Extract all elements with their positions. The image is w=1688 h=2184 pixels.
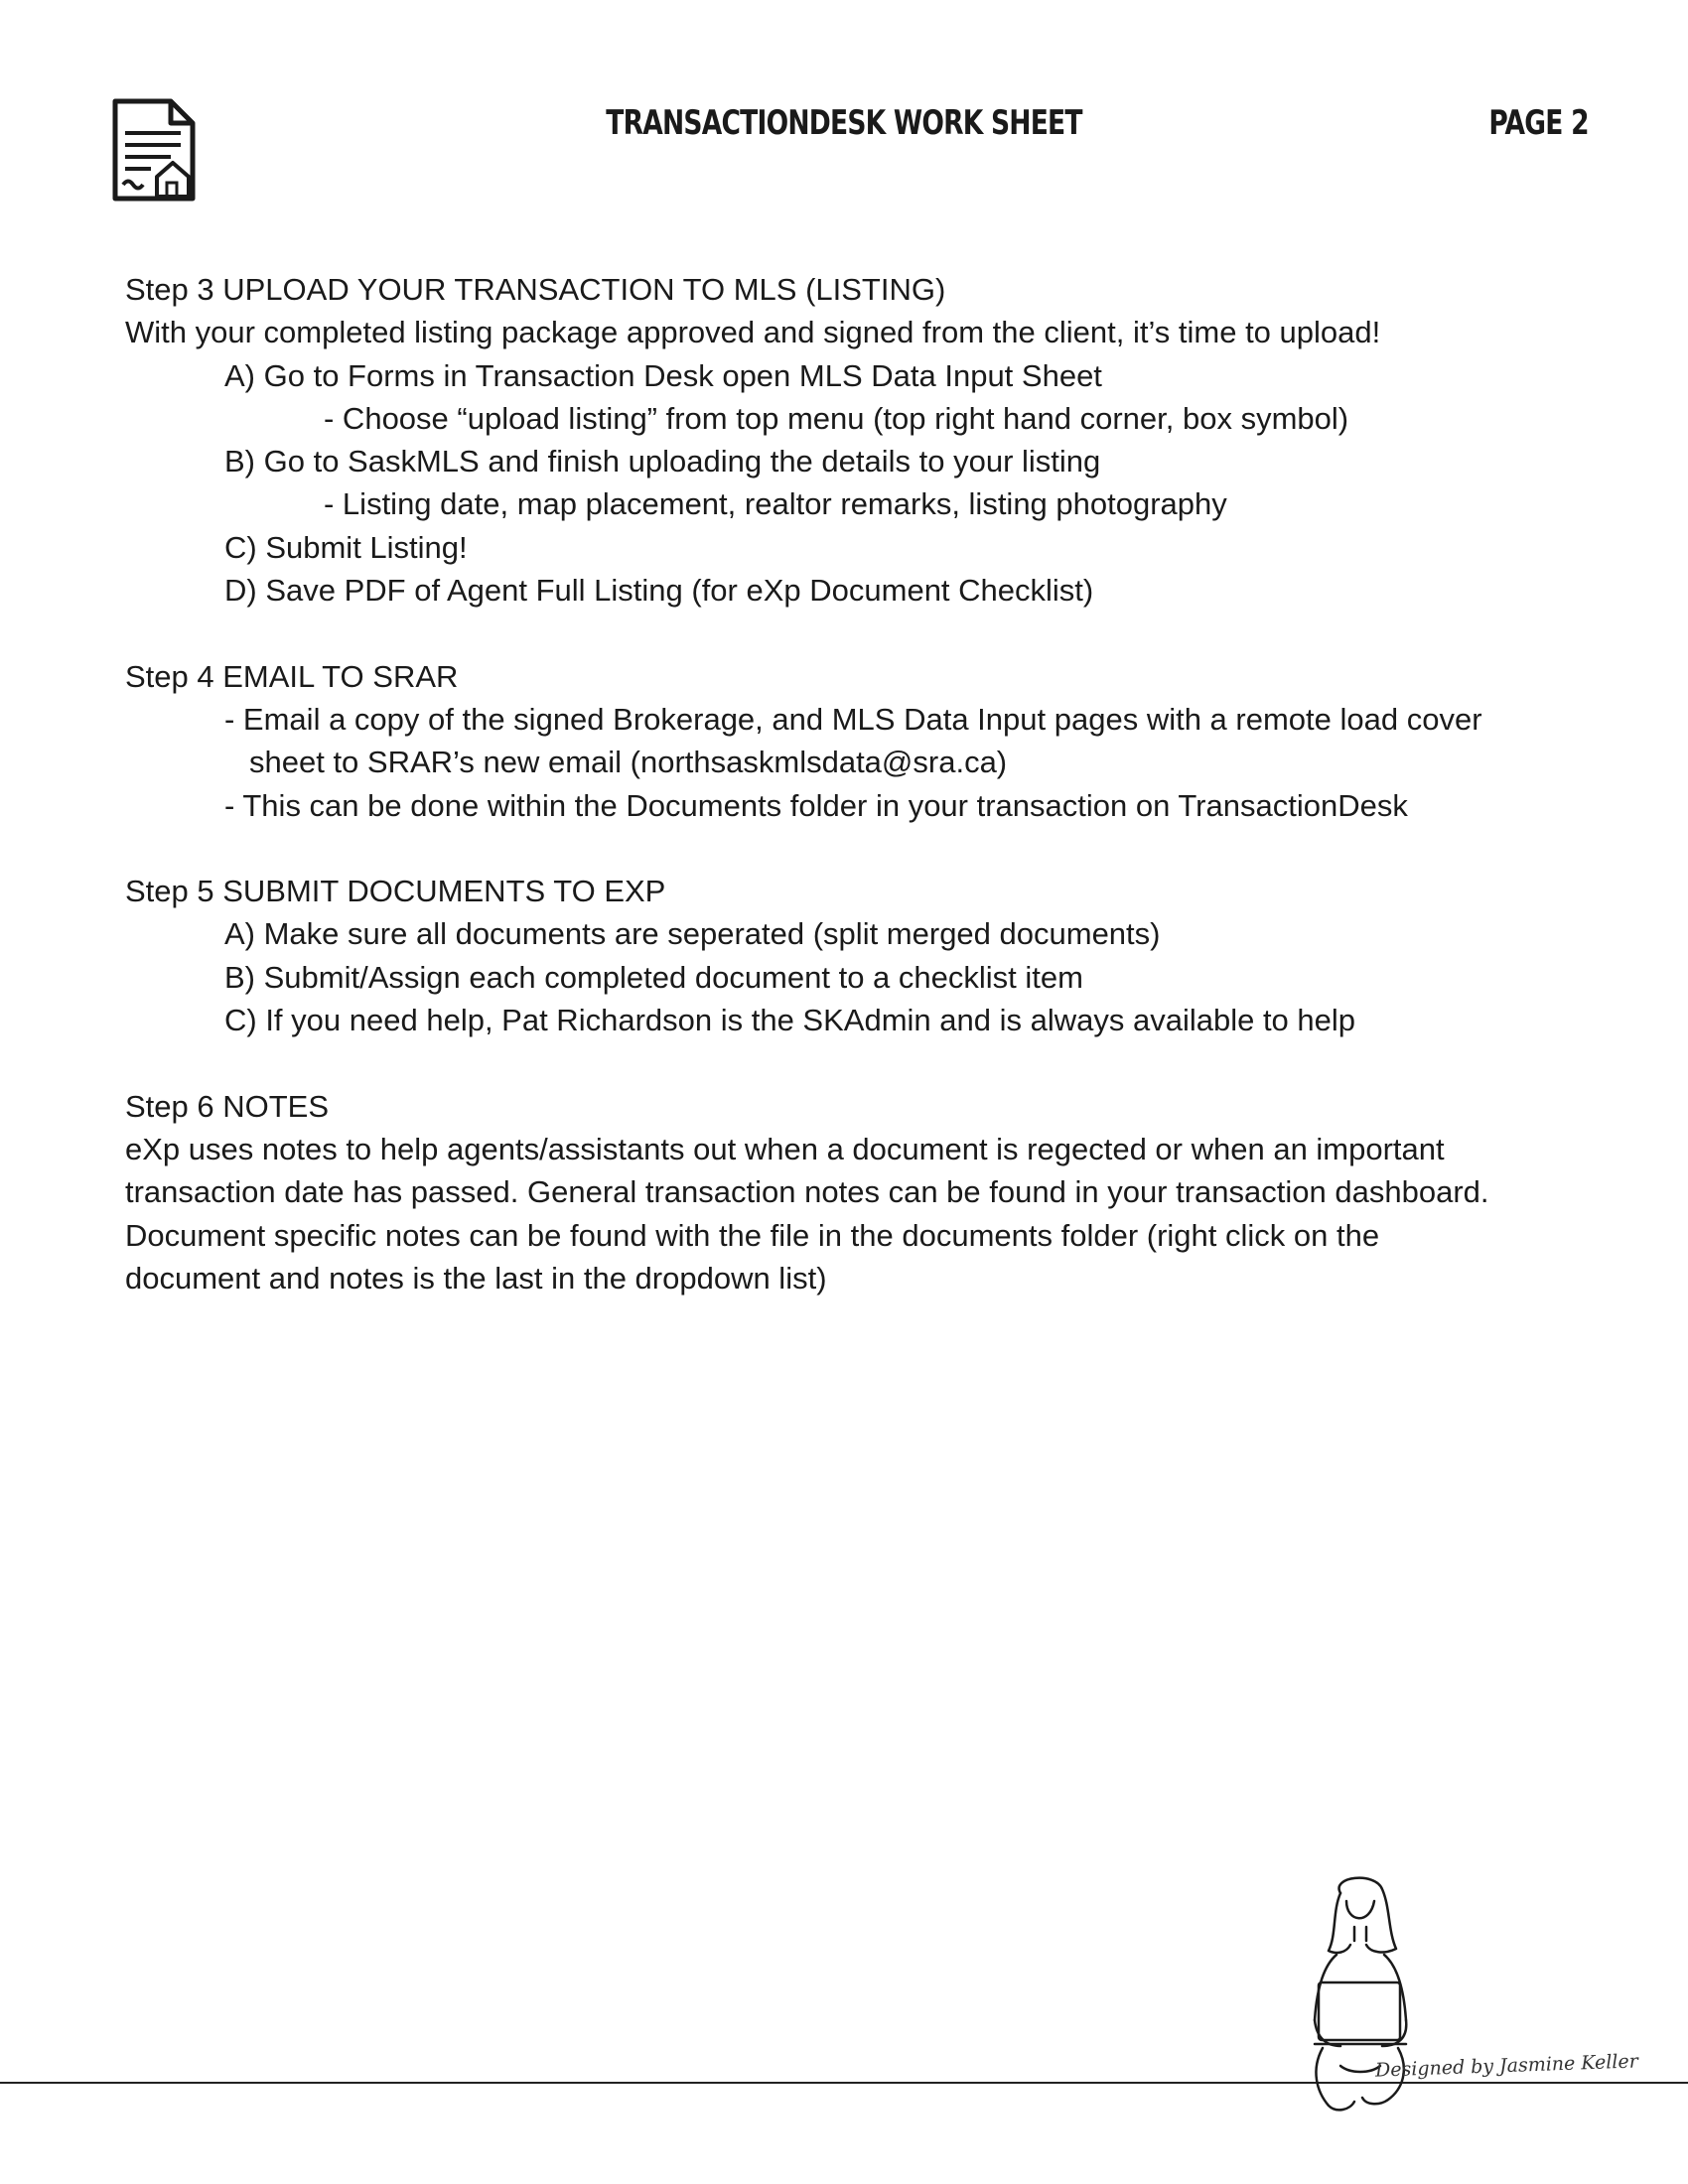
worksheet-content: [125, 268, 1595, 1299]
step6-heading: Step 6 NOTES: [125, 1088, 330, 1124]
step3-item-d: D) Save PDF of Agent Full Listing (for eXp Document Checklist): [224, 573, 1094, 609]
spacer: [125, 612, 1595, 654]
step4-item-1-continued: sheet to SRAR’s new email (northsaskmlsdata@sra.ca): [249, 745, 1008, 780]
step5-item-c: C) If you need help, Pat Richardson is the SKAdmin and is always available to help: [224, 1003, 1356, 1038]
step4-item-1: - Email a copy of the signed Brokerage, and MLS Data Input pages with a remote load cover: [224, 701, 1482, 737]
step5-item-b: B) Submit/Assign each completed document to a checklist item: [224, 959, 1083, 995]
step6-line-4: document and notes is the last in the dropdown list): [125, 1260, 827, 1296]
page-number: PAGE 2: [1488, 103, 1589, 143]
step3-item-b-sub: - Listing date, map placement, realtor remarks, listing photography: [324, 486, 1227, 522]
step3-item-a-sub: - Choose “upload listing” from top menu (top right hand corner, box symbol): [324, 400, 1349, 436]
spacer: [125, 827, 1595, 870]
step3-item-b: B) Go to SaskMLS and finish uploading the details to your listing: [224, 444, 1101, 479]
step3-intro: With your completed listing package approved and signed from the client, it’s time to upload!: [125, 315, 1381, 350]
step6-line-2: transaction date has passed. General transaction notes can be found in your transaction dashboard.: [125, 1174, 1489, 1210]
document-house-icon: [111, 97, 197, 203]
spacer: [125, 1041, 1595, 1084]
step6-line-3: Document specific notes can be found with the file in the documents folder (right click on the: [125, 1217, 1380, 1253]
step3-item-a: A) Go to Forms in Transaction Desk open MLS Data Input Sheet: [224, 357, 1102, 393]
step3-item-c: C) Submit Listing!: [224, 529, 468, 565]
step4-heading: Step 4 EMAIL TO SRAR: [125, 658, 459, 694]
page-title: TRANSACTIONDESK WORK SHEET: [606, 103, 1082, 143]
step3-heading: Step 3 UPLOAD YOUR TRANSACTION TO MLS (LISTING): [125, 272, 946, 307]
step6-line-1: eXp uses notes to help agents/assistants out when a document is regected or when an important: [125, 1131, 1445, 1166]
step5-item-a: A) Make sure all documents are seperated (split merged documents): [224, 916, 1161, 952]
designer-signature: Designed by Jasmine Keller: [1374, 2050, 1639, 2082]
step5-heading: Step 5 SUBMIT DOCUMENTS TO EXP: [125, 874, 666, 909]
step4-item-2: - This can be done within the Documents folder in your transaction on TransactionDesk: [224, 787, 1408, 823]
